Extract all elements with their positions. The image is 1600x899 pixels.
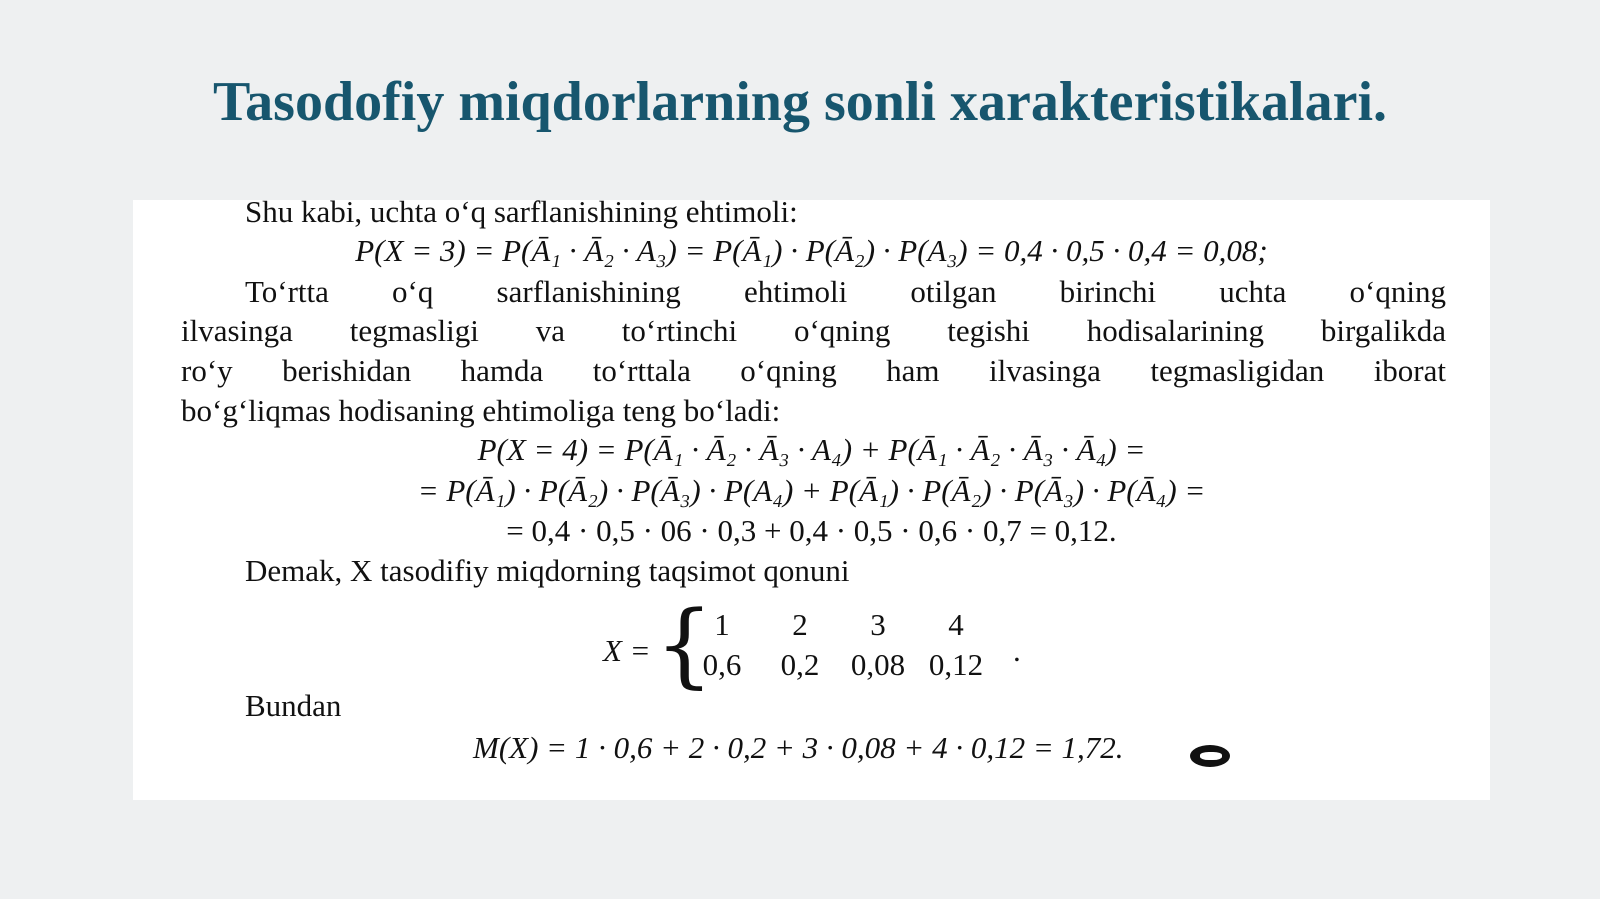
value-cell: 3 — [870, 607, 886, 642]
value-cell: 4 — [948, 607, 964, 642]
left-brace: { — [655, 591, 714, 698]
end-mark-icon — [1190, 745, 1230, 767]
equation-p4-line1: P(X = 4) = P(Ā₁ · Ā₂ · Ā₃ · A₄) + P(Ā₁ · Ā₂ · Ā₃ · Ā₄) = — [477, 432, 1146, 467]
values-row — [683, 605, 995, 645]
probabilities-row — [683, 645, 995, 685]
probability-cell: 0,6 — [702, 647, 742, 682]
distribution-period: . — [1013, 633, 1021, 668]
distribution-grid — [683, 605, 995, 685]
equation-mean: M(X) = 1 · 0,6 + 2 · 0,2 + 3 · 0,08 + 4 · 0,12 = 1,72. — [473, 730, 1124, 765]
probability-cell: 0,2 — [780, 647, 820, 682]
paragraph-line-4: bo‘g‘liqmas hodisaning ehtimoliga teng bo‘ladi: — [181, 393, 781, 428]
probability-cell: 0,08 — [850, 647, 906, 682]
document-image — [133, 194, 1490, 800]
text-line-bundan: Bundan — [245, 688, 342, 723]
paragraph-line-3: ro‘y berishidan hamda to‘rttala o‘qning ham ilvasinga tegmasligidan iborat — [181, 353, 1446, 388]
probability-cell: 0,12 — [928, 647, 984, 682]
equation-p3: P(X = 3) = P(Ā₁ · Ā₂ · A₃) = P(Ā₁) · P(Ā₂) · P(A₃) = 0,4 · 0,5 · 0,4 = 0,08; — [355, 233, 1268, 268]
equation-p4-line2: = P(Ā₁) · P(Ā₂) · P(Ā₃) · P(A₄) + P(Ā₁) · P(Ā₂) · P(Ā₃) · P(Ā₄) = — [417, 473, 1206, 508]
slide-title: Tasodofiy miqdorlarning sonli xarakteristikalari. — [212, 71, 1388, 133]
distribution-label: X = — [603, 633, 651, 668]
equation-p4-line3: = 0,4 · 0,5 · 06 · 0,3 + 0,4 · 0,5 · 0,6 · 0,7 = 0,12. — [506, 513, 1117, 548]
paragraph-line-1: To‘rtta o‘q sarflanishining ehtimoli otilgan birinchi uchta o‘qning — [245, 274, 1446, 309]
value-cell: 2 — [792, 607, 808, 642]
value-cell: 1 — [714, 607, 730, 642]
text-line-demak: Demak, X tasodifiy miqdorning taqsimot qonuni — [245, 553, 850, 588]
paragraph-line-2: ilvasinga tegmasligi va to‘rtinchi o‘qning tegishi hodisalarining birgalikda — [181, 313, 1446, 348]
text-line-intro: Shu kabi, uchta o‘q sarflanishining ehtimoli: — [245, 194, 798, 229]
